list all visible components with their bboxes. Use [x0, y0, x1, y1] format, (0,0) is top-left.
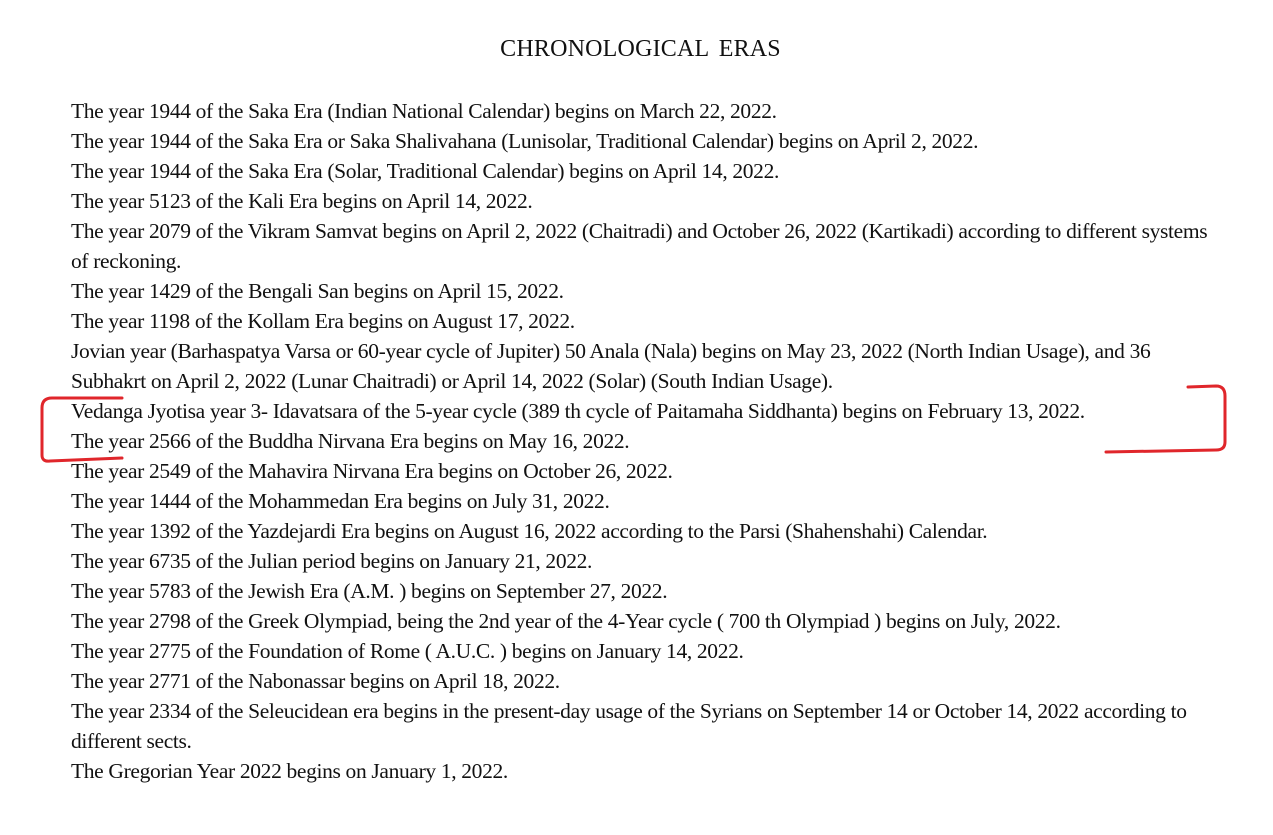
- era-entry-seleucidean: The year 2334 of the Seleucidean era begins in the present-day usage of the Syrians on September 14 or October 14, 2022 according to different sects.: [71, 699, 1187, 753]
- era-entry-bengali-san: The year 1429 of the Bengali San begins on April 15, 2022.: [71, 279, 564, 303]
- era-entry-mohammedan: The year 1444 of the Mohammedan Era begins on July 31, 2022.: [71, 489, 610, 513]
- era-entry-buddha-nirvana: The year 2566 of the Buddha Nirvana Era begins on May 16, 2022.: [71, 429, 630, 453]
- era-entry-vikram-samvat: The year 2079 of the Vikram Samvat begins on April 2, 2022 (Chaitradi) and October 26, 2022 (Kartikadi) according to different systems of reckoning.: [71, 219, 1208, 273]
- era-entry-greek-olympiad: The year 2798 of the Greek Olympiad, being the 2nd year of the 4-Year cycle ( 700 th Olympiad ) begins on July, 2022.: [71, 609, 1061, 633]
- era-entry-yazdejardi: The year 1392 of the Yazdejardi Era begins on August 16, 2022 according to the Parsi (Shahenshahi) Calendar.: [71, 519, 988, 543]
- era-list: [71, 96, 1221, 786]
- era-entry-jovian: Jovian year (Barhaspatya Varsa or 60-year cycle of Jupiter) 50 Anala (Nala) begins on May 23, 2022 (North Indian Usage), and 36 Subhakrt on April 2, 2022 (Lunar Chaitradi) or April 14, 2022 (Solar) (South Indian Usage).: [71, 339, 1151, 393]
- era-entry-saka-lunisolar: The year 1944 of the Saka Era or Saka Shalivahana (Lunisolar, Traditional Calendar) begins on April 2, 2022.: [71, 129, 979, 153]
- era-entry-vedanga-jyotisa: Vedanga Jyotisa year 3- Idavatsara of the 5-year cycle (389 th cycle of Paitamaha Siddhanta) begins on February 13, 2022.: [71, 399, 1085, 423]
- era-entry-gregorian: The Gregorian Year 2022 begins on January 1, 2022.: [71, 759, 508, 783]
- page-title: CHRONOLOGICAL ERAS: [500, 36, 781, 62]
- era-entry-saka-national: The year 1944 of the Saka Era (Indian National Calendar) begins on March 22, 2022.: [71, 99, 777, 123]
- era-entry-saka-solar: The year 1944 of the Saka Era (Solar, Traditional Calendar) begins on April 14, 2022.: [71, 159, 780, 183]
- era-entry-nabonassar: The year 2771 of the Nabonassar begins on April 18, 2022.: [71, 669, 560, 693]
- era-entry-jewish: The year 5783 of the Jewish Era (A.M. ) begins on September 27, 2022.: [71, 579, 668, 603]
- era-entry-julian: The year 6735 of the Julian period begins on January 21, 2022.: [71, 549, 593, 573]
- era-entry-mahavira-nirvana: The year 2549 of the Mahavira Nirvana Era begins on October 26, 2022.: [71, 459, 673, 483]
- era-entry-rome: The year 2775 of the Foundation of Rome ( A.U.C. ) begins on January 14, 2022.: [71, 639, 744, 663]
- era-entry-kali: The year 5123 of the Kali Era begins on April 14, 2022.: [71, 189, 533, 213]
- era-entry-kollam: The year 1198 of the Kollam Era begins on August 17, 2022.: [71, 309, 575, 333]
